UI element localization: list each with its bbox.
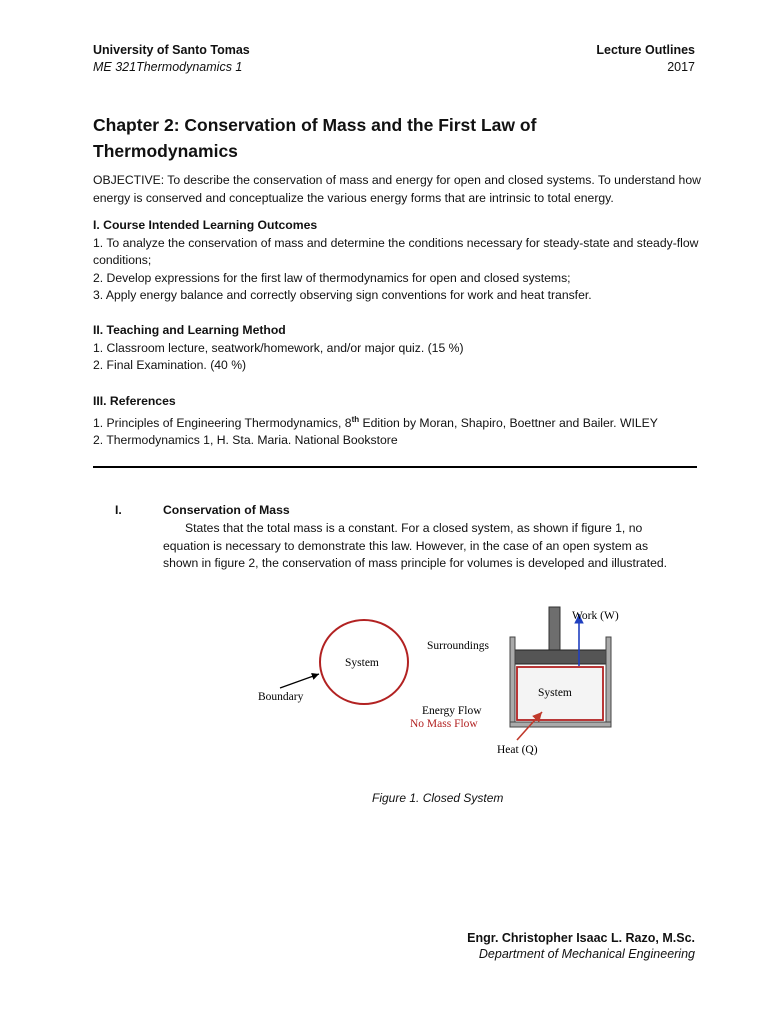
- header-course: ME 321Thermodynamics 1: [93, 60, 243, 74]
- conservation-heading: Conservation of Mass: [163, 503, 290, 517]
- method-heading: II. Teaching and Learning Method: [93, 323, 286, 337]
- system-label-left: System: [345, 657, 379, 669]
- header-doc-type: Lecture Outlines: [596, 43, 695, 57]
- conservation-text: States that the total mass is a constant. For a closed system, as shown if figure 1, no equation is necessary to demonstrate this law. However, in the case of an open system as shown in figure 2, the conservation of mass principle for volumes is developed and illustrated.: [163, 521, 668, 570]
- piston-rod: [549, 607, 560, 650]
- reference-item: 2. Thermodynamics 1, H. Sta. Maria. National Bookstore: [93, 433, 398, 448]
- method-item: 1. Classroom lecture, seatwork/homework, and/or major quiz. (15 %): [93, 340, 464, 355]
- surroundings-label: Surroundings: [427, 640, 489, 652]
- piston-head: [515, 650, 606, 664]
- boundary-label: Boundary: [258, 691, 304, 703]
- chapter-title: Chapter 2: Conservation of Mass and the First Law of Thermodynamics: [93, 115, 537, 161]
- outcome-item: 2. Develop expressions for the first law of thermodynamics for open and closed systems;: [93, 270, 571, 285]
- reference-item: 1. Principles of Engineering Thermodynamics, 8th Edition by Moran, Shapiro, Boettner and Bailer. WILEY: [93, 414, 658, 430]
- cylinder-base: [510, 722, 611, 727]
- outcome-item: 1. To analyze the conservation of mass and determine the conditions necessary for steady-state and steady-flow conditions;: [93, 235, 699, 267]
- footer-author: Engr. Christopher Isaac L. Razo, M.Sc.: [467, 931, 695, 945]
- footer-department: Department of Mechanical Engineering: [478, 947, 695, 961]
- references-heading: III. References: [93, 394, 176, 408]
- boundary-arrow: [280, 674, 319, 688]
- outcome-item: 3. Apply energy balance and correctly observing sign conventions for work and heat transfer.: [93, 288, 592, 302]
- header-year: 2017: [667, 60, 695, 74]
- heat-label: Heat (Q): [497, 744, 538, 756]
- no-mass-flow-label: No Mass Flow: [410, 718, 478, 730]
- objective-text: To describe the conservation of mass and energy for open and closed systems. To understand how energy is conserved and conceptualize the various energy forms that are intrinsic to total energy.: [93, 173, 701, 205]
- outcomes-heading: I. Course Intended Learning Outcomes: [93, 218, 318, 232]
- system-label-right: System: [538, 687, 572, 699]
- cylinder-wall-right: [606, 637, 611, 725]
- method-item: 2. Final Examination. (40 %): [93, 358, 247, 372]
- figure-caption: Figure 1. Closed System: [372, 791, 504, 805]
- objective-label: OBJECTIVE:: [93, 173, 165, 187]
- header-university: University of Santo Tomas: [93, 43, 250, 57]
- work-label: Work (W): [572, 610, 619, 622]
- energy-flow-label: Energy Flow: [422, 705, 482, 717]
- conservation-number: I.: [115, 503, 122, 517]
- cylinder-wall-left: [510, 637, 515, 725]
